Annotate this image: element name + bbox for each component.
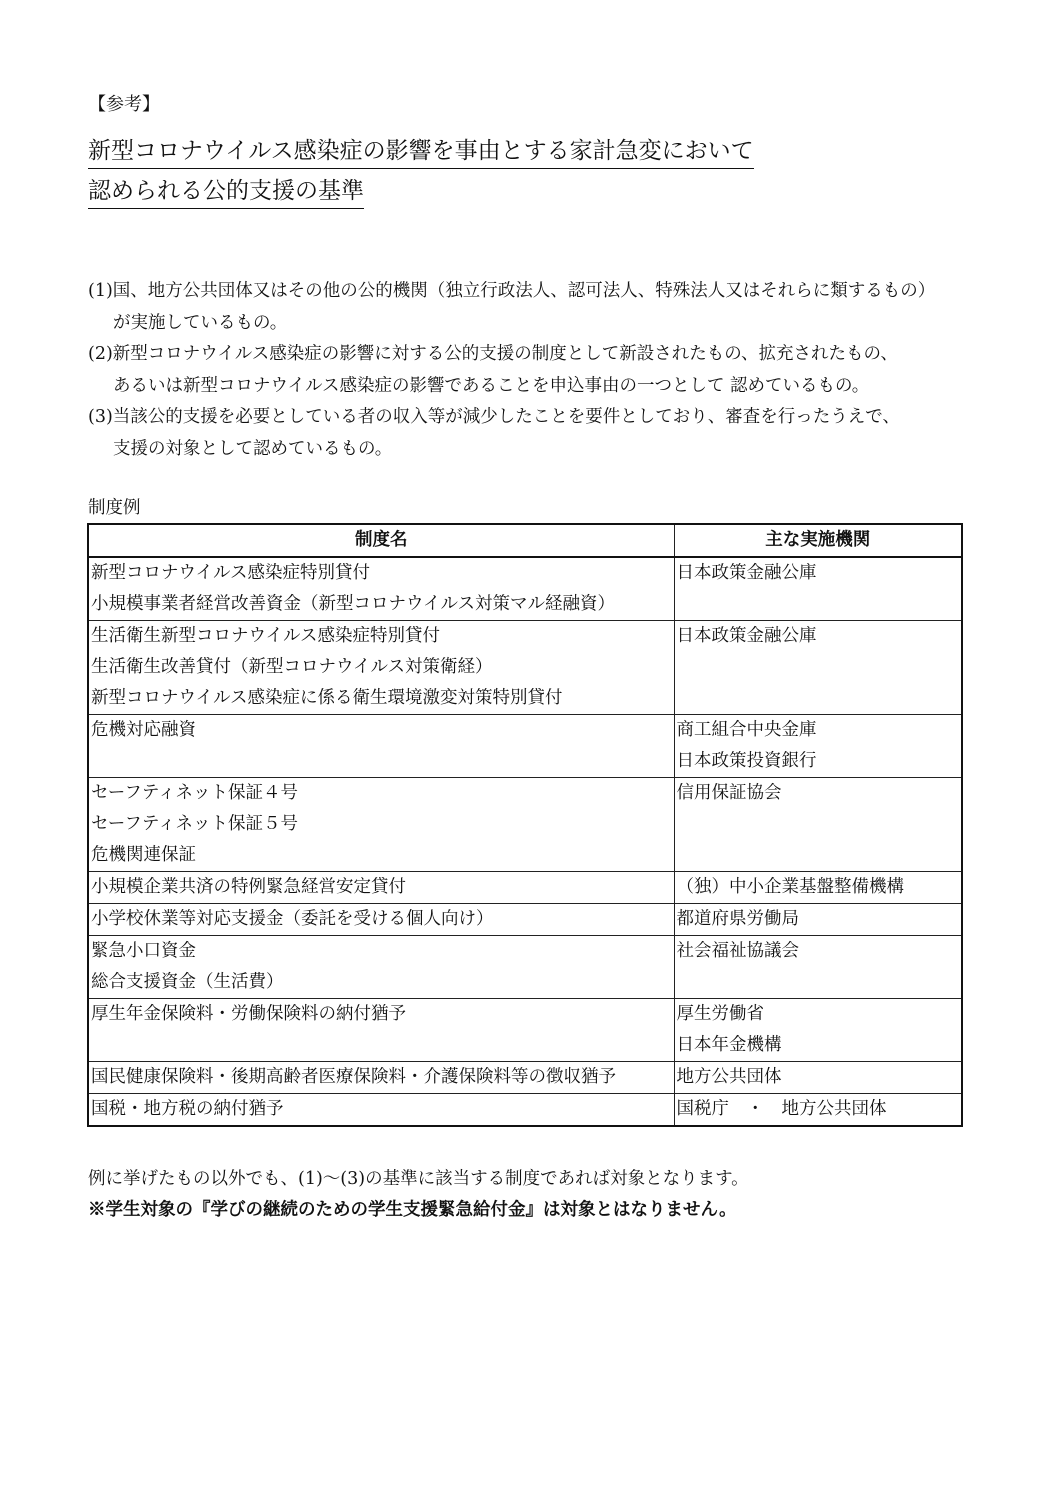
system-name — [91, 1030, 672, 1061]
criterion-text: (3)当該公的支援を必要としている者の収入等が減少したことを要件としており、審査を行ったうえで、 — [88, 407, 900, 427]
note-criteria: 例に挙げたもの以外でも、(1)～(3)の基準に該当する制度であれば対象となります。 — [88, 1169, 749, 1189]
table-row — [88, 904, 962, 936]
agency-name: 都道府県労働局 — [676, 909, 799, 929]
agency-cell — [674, 904, 962, 936]
system-name: セーフティネット保証４号 — [91, 783, 299, 803]
agency-name — [677, 809, 960, 840]
system-name-cell — [88, 904, 674, 936]
system-name: 新型コロナウイルス感染症に係る衛生環境激変対策特別貸付 — [91, 688, 563, 708]
agency-name: 信用保証協会 — [676, 783, 782, 803]
criterion-continuation: が実施しているもの。 — [113, 312, 288, 333]
table-row — [88, 1094, 962, 1127]
criterion-text: (1)国、地方公共団体又はその他の公的機関（独立行政法人、認可法人、特殊法人又はそれらに類するもの） — [88, 281, 936, 301]
system-name-cell — [88, 999, 674, 1062]
system-name-cell — [88, 621, 674, 715]
criterion-3 — [88, 402, 988, 465]
agency-cell — [674, 557, 962, 621]
system-name: 生活衛生新型コロナウイルス感染症特別貸付 — [91, 626, 440, 646]
system-name-cell — [88, 936, 674, 999]
agency-name: 厚生労働省 — [676, 1004, 764, 1024]
agency-name: （独）中小企業基盤整備機構 — [676, 877, 904, 897]
header-agency: 主な実施機関 — [674, 524, 962, 557]
agency-name: 社会福祉協議会 — [676, 941, 799, 961]
system-name-cell — [88, 872, 674, 904]
system-name: 小規模事業者経営改善資金（新型コロナウイルス対策マル経融資） — [91, 594, 615, 614]
table-row — [88, 936, 962, 999]
agency-cell — [674, 1062, 962, 1094]
note-exclusion: ※学生対象の『学びの継続のための学生支援緊急給付金』は対象とはなりません。 — [88, 1200, 737, 1220]
agency-cell — [674, 715, 962, 778]
table-header-row — [88, 524, 962, 557]
system-name: 新型コロナウイルス感染症特別貸付 — [91, 563, 370, 583]
system-name: 危機対応融資 — [91, 720, 196, 740]
examples-label: 制度例 — [88, 498, 141, 518]
reference-label: 【参考】 — [88, 94, 160, 115]
agency-name — [677, 683, 960, 714]
agency-name: 日本政策金融公庫 — [676, 563, 817, 583]
criterion-text: (2)新型コロナウイルス感染症の影響に対する公的支援の制度として新設されたもの、拡充されたもの、 — [88, 344, 898, 364]
table-row — [88, 999, 962, 1062]
agency-name: 日本政策投資銀行 — [676, 751, 817, 771]
agency-name: 地方公共団体 — [676, 1067, 782, 1087]
agency-name — [677, 589, 960, 620]
agency-cell — [674, 778, 962, 872]
system-name: 国税・地方税の納付猶予 — [91, 1099, 284, 1119]
system-name: 国民健康保険料・後期高齢者医療保険料・介護保険料等の徴収猶予 — [91, 1067, 616, 1087]
system-name: セーフティネット保証５号 — [91, 814, 299, 834]
criteria-list — [88, 276, 988, 465]
agency-name: 日本年金機構 — [676, 1035, 782, 1055]
notes — [88, 1164, 749, 1226]
agency-name: 国税庁 ・ 地方公共団体 — [676, 1099, 887, 1119]
header-system-name: 制度名 — [88, 524, 674, 557]
system-name-cell — [88, 1062, 674, 1094]
agency-cell — [674, 872, 962, 904]
document-title-line-1: 新型コロナウイルス感染症の影響を事由とする家計急変において — [88, 136, 754, 169]
agency-name — [677, 652, 960, 683]
table-body — [88, 557, 962, 1126]
agency-name: 商工組合中央金庫 — [676, 720, 817, 740]
system-name-cell — [88, 557, 674, 621]
criterion-continuation: あるいは新型コロナウイルス感染症の影響であることを申込事由の一つとして 認めているもの。 — [113, 375, 870, 396]
agency-name — [677, 967, 960, 998]
system-name-cell — [88, 715, 674, 778]
table-row — [88, 557, 962, 621]
system-name: 小規模企業共済の特例緊急経営安定貸付 — [91, 877, 406, 897]
table-row — [88, 621, 962, 715]
system-name-cell — [88, 778, 674, 872]
agency-cell — [674, 999, 962, 1062]
system-name: 緊急小口資金 — [91, 941, 196, 961]
document-title-line-2: 認められる公的支援の基準 — [88, 176, 364, 209]
agency-cell — [674, 1094, 962, 1127]
systems-table — [87, 523, 963, 1127]
system-name-cell — [88, 1094, 674, 1127]
table-row — [88, 715, 962, 778]
table-row — [88, 778, 962, 872]
criterion-1 — [88, 276, 988, 339]
criterion-continuation: 支援の対象として認めているもの。 — [113, 438, 393, 459]
system-name — [91, 746, 672, 777]
agency-name — [677, 840, 960, 871]
system-name: 生活衛生改善貸付（新型コロナウイルス対策衛経） — [91, 657, 493, 677]
table-row — [88, 872, 962, 904]
criterion-2 — [88, 339, 988, 402]
agency-cell — [674, 621, 962, 715]
table-row — [88, 1062, 962, 1094]
system-name: 総合支援資金（生活費） — [91, 972, 284, 992]
agency-cell — [674, 936, 962, 999]
system-name: 厚生年金保険料・労働保険料の納付猶予 — [91, 1004, 406, 1024]
agency-name: 日本政策金融公庫 — [676, 626, 817, 646]
system-name: 小学校休業等対応支援金（委託を受ける個人向け） — [91, 909, 494, 929]
system-name: 危機関連保証 — [91, 845, 196, 865]
